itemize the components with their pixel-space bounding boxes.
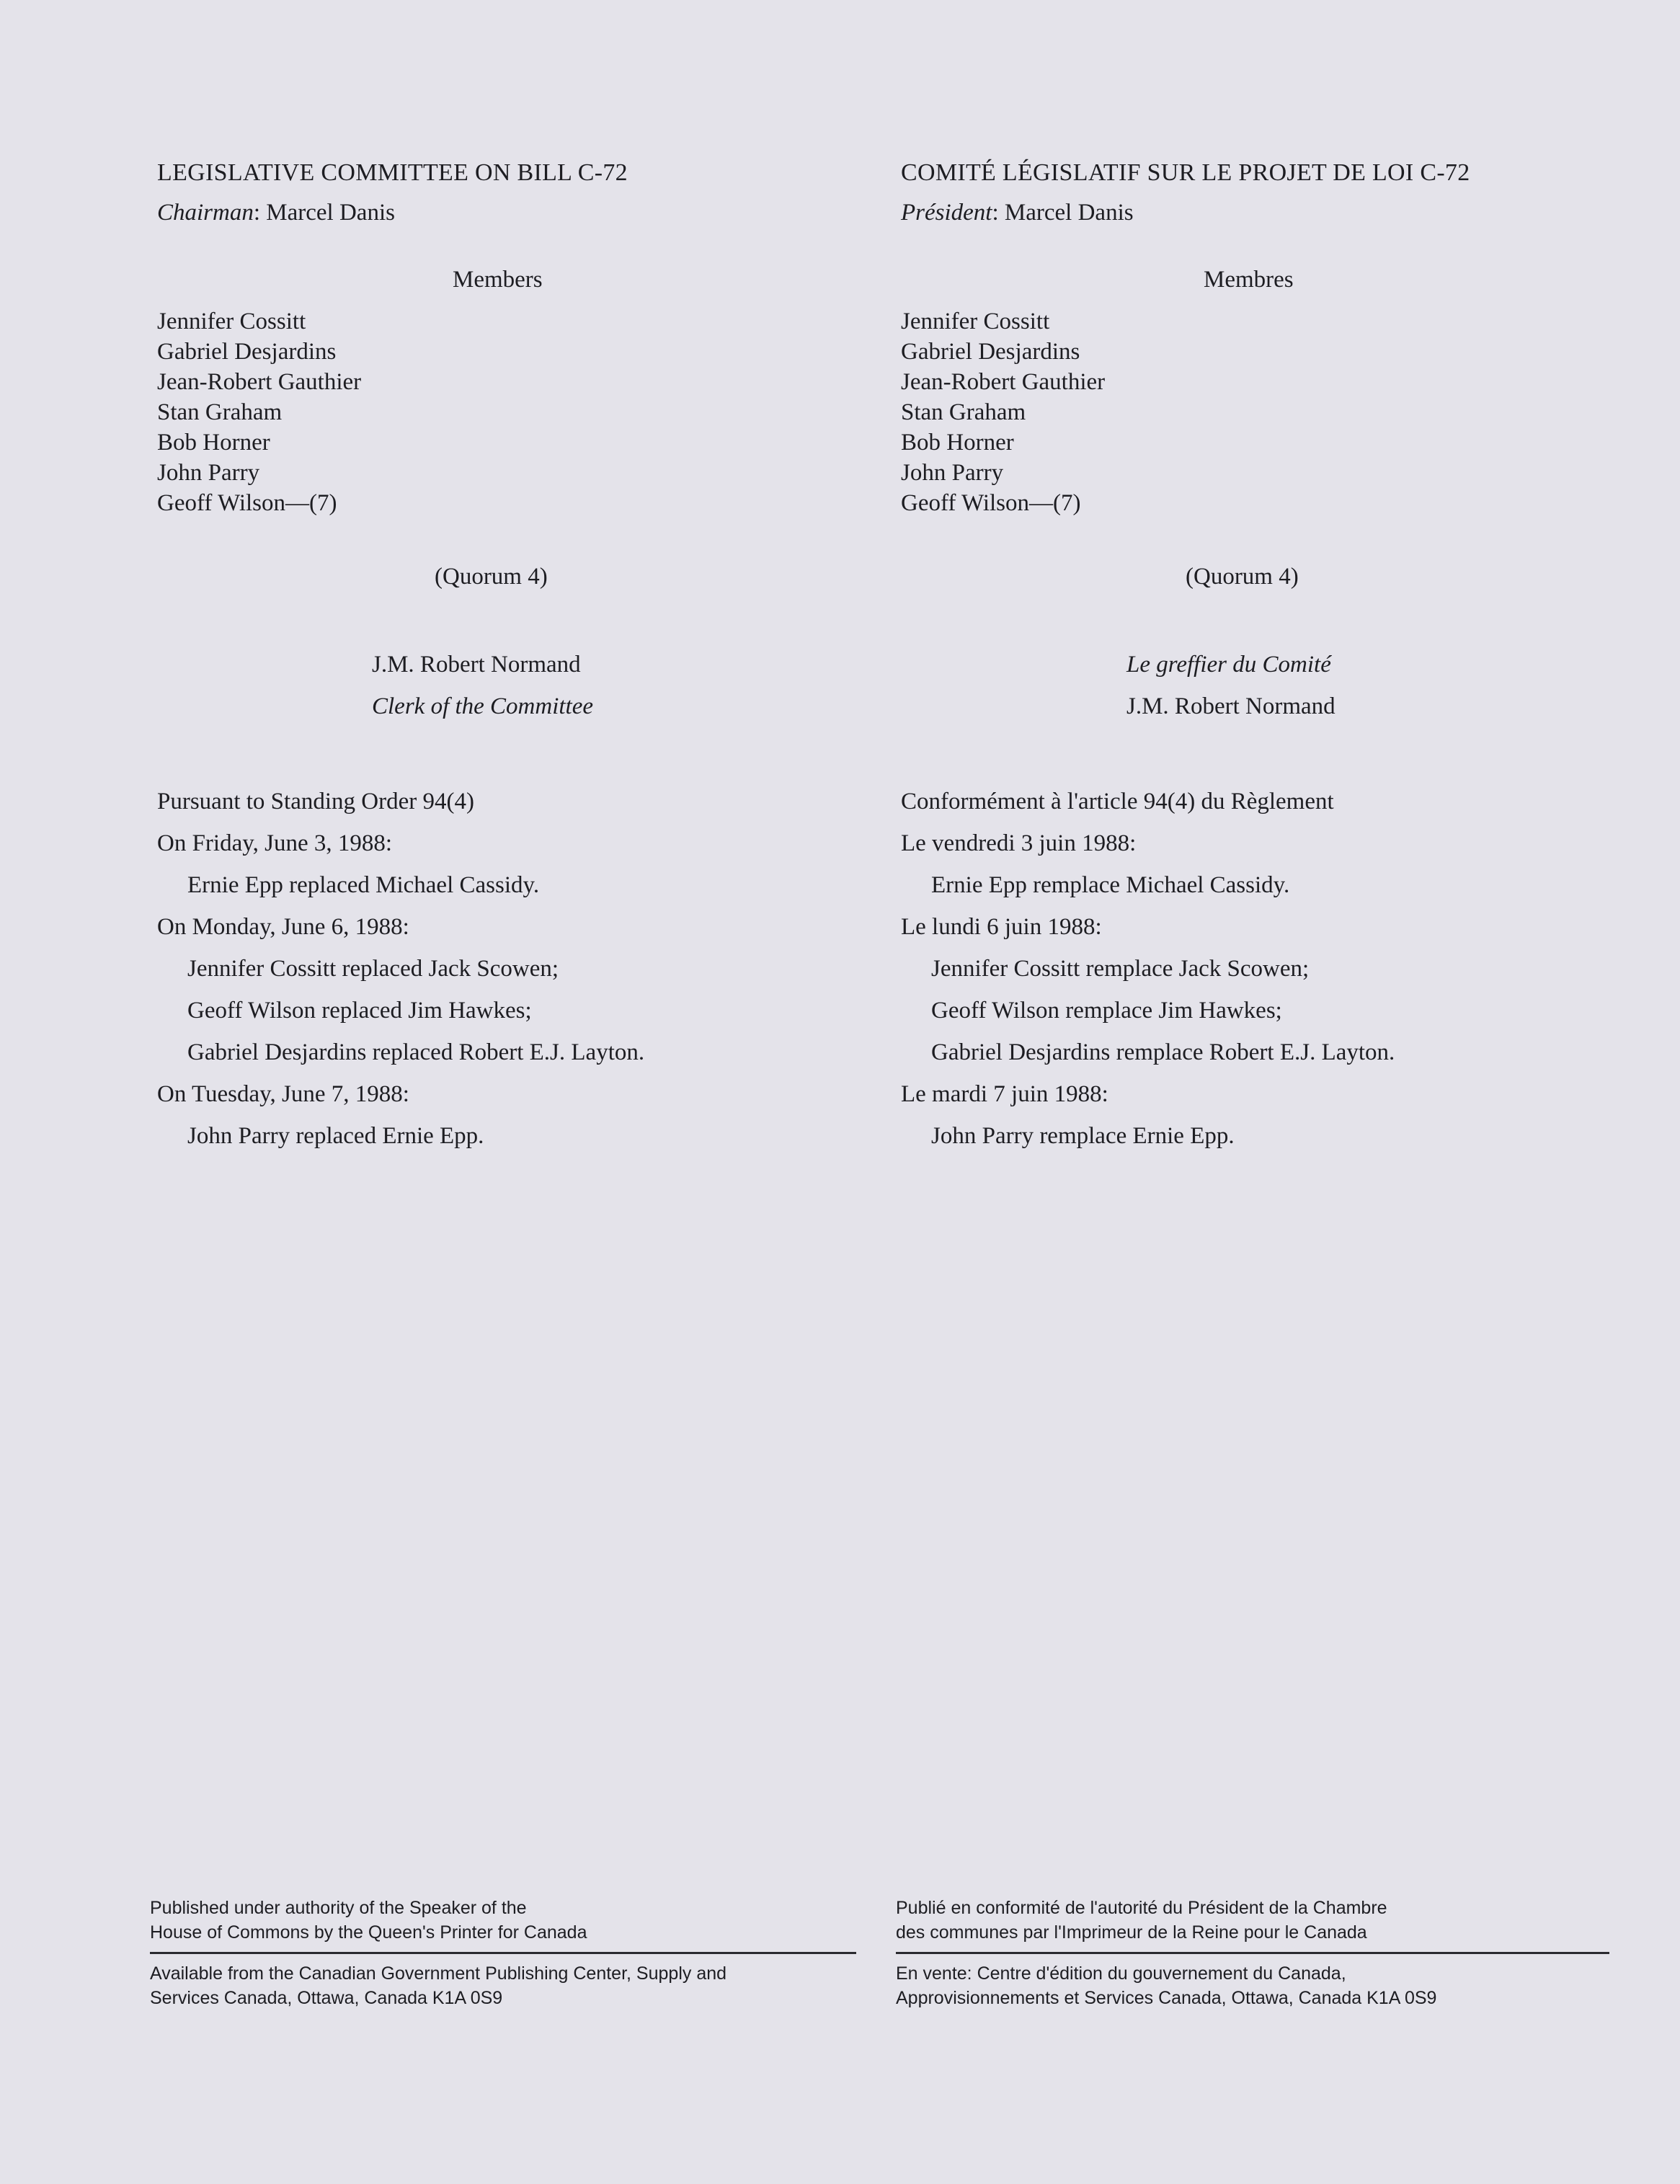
footer-available-line: Approvisionnements et Services Canada, Ottawa, Canada K1A 0S9: [896, 1988, 1437, 2008]
members-list: [901, 306, 1636, 518]
membership-changes: [901, 781, 1636, 1157]
change-date-line: Pursuant to Standing Order 94(4): [157, 789, 474, 814]
change-date-line: Conformément à l'article 94(4) du Règlement: [901, 789, 1334, 814]
clerk-title: Le greffier du Comité: [1126, 652, 1331, 678]
change-replacement-line: John Parry replaced Ernie Epp.: [187, 1123, 484, 1149]
change-replacement-line: Jennifer Cossitt replaced Jack Scowen;: [187, 956, 559, 982]
clerk-title: Clerk of the Committee: [372, 693, 594, 719]
english-column: [157, 155, 892, 1157]
quorum: (Quorum 4): [1186, 564, 1299, 590]
footer-available-line: Services Canada, Ottawa, Canada K1A 0S9: [150, 1988, 503, 2008]
change-replacement-line: Jennifer Cossitt remplace Jack Scowen;: [931, 956, 1310, 982]
footer-published-line: House of Commons by the Queen's Printer for Canada: [150, 1922, 587, 1943]
chair-role: Président: [901, 200, 992, 226]
english-footer: [150, 1896, 871, 2010]
members-heading: Membres: [1204, 267, 1294, 293]
change-replacement-line: Ernie Epp replaced Michael Cassidy.: [187, 872, 540, 898]
chair-name: : Marcel Danis: [253, 200, 395, 226]
footer-divider: [150, 1952, 856, 1954]
chair-name: : Marcel Danis: [992, 200, 1134, 226]
member-item: Jean-Robert Gauthier: [901, 369, 1106, 395]
member-item: John Parry: [901, 460, 1004, 486]
member-item: Gabriel Desjardins: [157, 339, 337, 365]
membership-changes: [157, 781, 892, 1157]
change-date-line: On Tuesday, June 7, 1988:: [157, 1081, 409, 1107]
member-item: Jennifer Cossitt: [901, 308, 1050, 334]
member-item: Jennifer Cossitt: [157, 308, 306, 334]
change-replacement-line: Geoff Wilson remplace Jim Hawkes;: [931, 998, 1282, 1024]
quorum: (Quorum 4): [435, 564, 548, 590]
clerk-block: [157, 644, 892, 727]
member-item: Jean-Robert Gauthier: [157, 369, 362, 395]
footer-published-line: Published under authority of the Speaker of the: [150, 1898, 527, 1918]
member-item: John Parry: [157, 460, 260, 486]
member-item: Geoff Wilson—(7): [901, 490, 1081, 516]
french-footer: [896, 1896, 1638, 2010]
clerk-block: [901, 644, 1636, 727]
clerk-name: J.M. Robert Normand: [372, 652, 581, 678]
change-date-line: On Monday, June 6, 1988:: [157, 914, 409, 940]
change-date-line: On Friday, June 3, 1988:: [157, 830, 393, 856]
chair-role: Chairman: [157, 200, 254, 226]
footer-published-line: des communes par l'Imprimeur de la Reine pour le Canada: [896, 1922, 1367, 1943]
members-list: [157, 306, 892, 518]
change-replacement-line: John Parry remplace Ernie Epp.: [931, 1123, 1235, 1149]
change-date-line: Le vendredi 3 juin 1988:: [901, 830, 1137, 856]
change-replacement-line: Ernie Epp remplace Michael Cassidy.: [931, 872, 1290, 898]
footer-available-line: Available from the Canadian Government Publishing Center, Supply and: [150, 1963, 727, 1984]
change-replacement-line: Geoff Wilson replaced Jim Hawkes;: [187, 998, 532, 1024]
committee-title: COMITÉ LÉGISLATIF SUR LE PROJET DE LOI C-72: [901, 159, 1470, 186]
member-item: Geoff Wilson—(7): [157, 490, 337, 516]
footer-available-line: En vente: Centre d'édition du gouvernement du Canada,: [896, 1963, 1346, 1984]
committee-title: LEGISLATIVE COMMITTEE ON BILL C-72: [157, 159, 628, 186]
member-item: Bob Horner: [157, 430, 270, 456]
change-date-line: Le lundi 6 juin 1988:: [901, 914, 1102, 940]
clerk-name: J.M. Robert Normand: [1126, 693, 1335, 719]
french-column: [901, 155, 1636, 1157]
change-replacement-line: Gabriel Desjardins remplace Robert E.J. Layton.: [931, 1039, 1395, 1065]
member-item: Gabriel Desjardins: [901, 339, 1080, 365]
footer-divider: [896, 1952, 1609, 1954]
chairman-line: [901, 195, 1636, 230]
change-replacement-line: Gabriel Desjardins replaced Robert E.J. Layton.: [187, 1039, 645, 1065]
change-date-line: Le mardi 7 juin 1988:: [901, 1081, 1108, 1107]
chairman-line: [157, 195, 892, 230]
members-heading: Members: [453, 267, 543, 293]
member-item: Bob Horner: [901, 430, 1014, 456]
member-item: Stan Graham: [901, 399, 1026, 425]
footer-published-line: Publié en conformité de l'autorité du Président de la Chambre: [896, 1898, 1387, 1918]
member-item: Stan Graham: [157, 399, 283, 425]
